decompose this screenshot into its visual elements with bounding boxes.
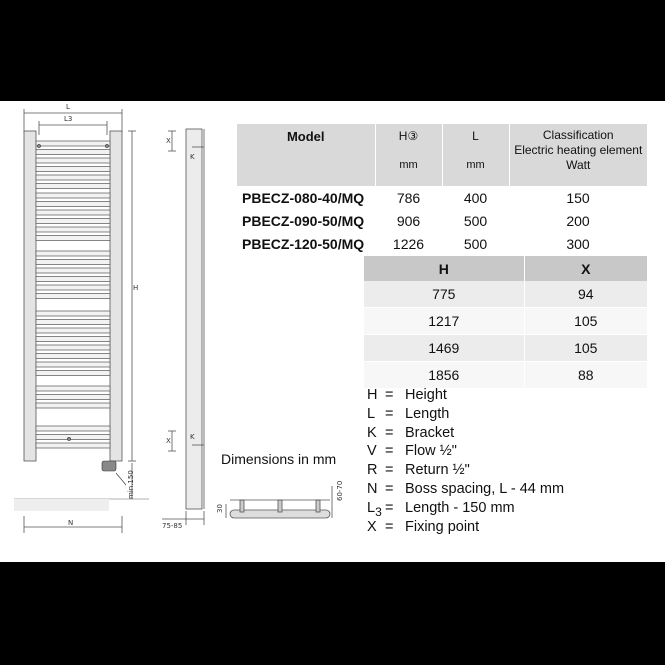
side-dim-k-top: K (190, 153, 195, 161)
watt-cell: 150 (566, 189, 590, 206)
l-cell: 500 (463, 235, 488, 252)
watt-cell: 300 (566, 235, 590, 252)
legend-key-letter: V (367, 443, 377, 460)
side-view-drawing (160, 101, 220, 541)
model-cell: PBECZ-090-50/MQ (242, 212, 365, 229)
rail-crossbar (36, 141, 110, 146)
h-cell: 1856 (364, 362, 524, 389)
legend-value: Length (405, 405, 450, 422)
legend-value: Flow ½" (405, 443, 457, 460)
fixing-table-header (364, 256, 647, 281)
legend-value: Return ½" (405, 462, 470, 479)
table-row (364, 281, 647, 308)
legend-key-letter: X (367, 518, 377, 535)
rail-crossbar (36, 395, 110, 400)
rail-crossbar (36, 251, 110, 256)
rail-crossbar (36, 328, 110, 333)
table-row (237, 232, 647, 255)
model-table-header (237, 124, 647, 186)
table-row (237, 186, 647, 209)
h-cell: 775 (364, 281, 524, 308)
h-cell: 1226 (392, 235, 425, 252)
bottom-dim-60-70: 60-70 (336, 480, 344, 501)
rail-crossbar (36, 236, 110, 241)
classification-line-1: Classification (542, 128, 614, 142)
legend-key-letter: K (367, 424, 377, 441)
x-cell: 94 (524, 281, 647, 308)
h-cell: 1469 (364, 335, 524, 362)
watt-cell: 200 (566, 212, 590, 229)
rail-crossbar (36, 403, 110, 408)
rail-crossbar (36, 386, 110, 391)
h-cell: 906 (396, 212, 421, 229)
side-dim-x-top: X (166, 137, 171, 145)
model-cell: PBECZ-120-50/MQ (242, 235, 365, 252)
bottom-dim-30: 30 (216, 504, 224, 513)
legend-equals: = (385, 462, 394, 479)
l-column-header (442, 124, 509, 186)
h-header: H (364, 256, 524, 281)
rail-crossbar (36, 443, 110, 448)
model-cell: PBECZ-080-40/MQ (242, 189, 365, 206)
legend-value: Boss spacing, L - 44 mm (405, 480, 565, 497)
h-cell: 1217 (364, 308, 524, 335)
datasheet (0, 101, 665, 562)
legend-equals: = (385, 518, 394, 535)
h-unit-label: mm (399, 159, 418, 171)
legend-value: Bracket (405, 424, 455, 441)
h-column-header (375, 124, 442, 186)
model-column-header (237, 124, 375, 186)
front-dim-l3: L3 (64, 115, 73, 123)
table-row (364, 335, 647, 362)
rail-crossbar (36, 277, 110, 282)
x-header: X (524, 256, 647, 281)
rail-crossbar (36, 150, 110, 155)
rail-crossbar (36, 294, 110, 299)
h-header-label: H (398, 129, 408, 143)
legend-equals: = (385, 424, 394, 441)
rail-crossbar (36, 320, 110, 325)
l-header-label: L (472, 129, 479, 143)
rail-crossbar (36, 285, 110, 290)
legend-equals: = (385, 480, 394, 497)
table-row (237, 209, 647, 232)
h-header-mark: ③ (407, 129, 419, 143)
legend-key-letter: R (367, 462, 378, 479)
classification-line-2: Electric heating element (514, 143, 643, 157)
legend-key-letter: L (367, 499, 376, 516)
rail-crossbar (36, 167, 110, 172)
rail-crossbar (36, 184, 110, 189)
legend-key-letter: H (367, 387, 378, 403)
front-dim-n: N (68, 519, 74, 527)
model-table (237, 124, 647, 255)
rail-crossbar (36, 175, 110, 180)
legend-equals: = (385, 387, 394, 403)
rail-crossbar (36, 354, 110, 359)
side-dim-k-bottom: K (190, 433, 195, 441)
l-unit-label: mm (466, 159, 485, 171)
side-dim-offset: 75-85 (162, 522, 183, 530)
l-cell: 500 (463, 212, 488, 229)
front-dim-min150: min.150 (127, 470, 135, 499)
legend-key-subscript: 3 (375, 504, 382, 519)
model-header-label: Model (286, 129, 325, 144)
rail-crossbar (36, 311, 110, 316)
rail-crossbar (36, 158, 110, 163)
l-cell: 400 (463, 189, 488, 206)
rail-crossbar (36, 202, 110, 207)
legend-equals: = (385, 405, 394, 422)
classification-line-3: Watt (566, 158, 591, 172)
table-row (364, 362, 647, 389)
rail-crossbar (36, 362, 110, 367)
rail-crossbar (36, 435, 110, 440)
rail-crossbar (36, 426, 110, 431)
front-view-drawing (14, 101, 164, 541)
side-dim-x-bottom: X (166, 437, 171, 445)
rail-crossbar (36, 227, 110, 232)
rail-crossbar (36, 193, 110, 198)
fixing-point-table (364, 256, 647, 389)
rail-crossbar (36, 260, 110, 265)
rail-crossbar (36, 345, 110, 350)
legend-key-letter: N (367, 480, 378, 497)
legend-value: Height (405, 387, 447, 403)
rail-crossbar (36, 219, 110, 224)
h-cell: 786 (396, 189, 421, 206)
table-row (364, 308, 647, 335)
front-dim-h: H (133, 284, 139, 292)
front-dim-l: L (66, 103, 70, 111)
legend-value: Length - 150 mm (405, 499, 515, 516)
legend-key-letter: L (367, 405, 376, 422)
classification-column-header (509, 124, 647, 186)
x-cell: 105 (524, 335, 647, 362)
x-cell: 88 (524, 362, 647, 389)
legend-equals: = (385, 499, 394, 516)
legend-equals: = (385, 443, 394, 460)
rail-crossbar (36, 210, 110, 215)
x-cell: 105 (524, 308, 647, 335)
bottom-view-drawing (222, 486, 342, 536)
rail-crossbar (36, 268, 110, 273)
dimensions-note: Dimensions in mm (221, 451, 337, 467)
rail-crossbar (36, 371, 110, 376)
legend-value: Fixing point (405, 518, 480, 535)
rail-crossbar (36, 337, 110, 342)
